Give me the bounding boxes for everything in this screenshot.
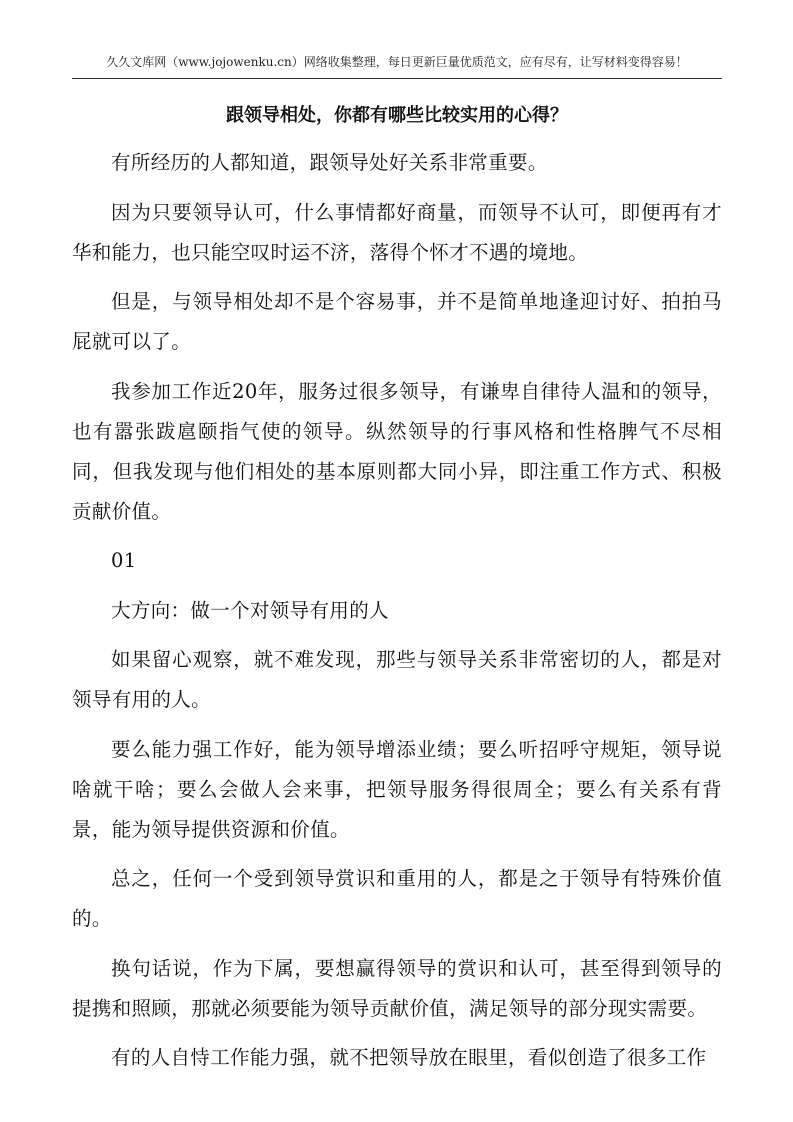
paragraph: 有的人自恃工作能力强，就不把领导放在眼里，看似创造了很多工作 xyxy=(111,1046,707,1069)
paragraph: 总之，任何一个受到领导赏识和重用的人，都是之于领导有特殊价值的。 xyxy=(72,867,722,930)
section-number: 01 xyxy=(111,549,137,572)
paragraph: 有所经历的人都知道，跟领导处好关系非常重要。 xyxy=(111,151,548,174)
paragraph: 如果留心观察，就不难发现，那些与领导关系非常密切的人，都是对领导有用的人。 xyxy=(72,648,722,711)
section-heading: 大方向：做一个对领导有用的人 xyxy=(111,598,389,622)
paragraph: 要么能力强工作好，能为领导增添业绩；要么听招呼守规矩，领导说啥就干啥；要么会做人会来事，把领导服务得很周全；要么有关系有背景，能为领导提供资源和价值。 xyxy=(72,737,722,841)
paragraph: 因为只要领导认可，什么事情都好商量，而领导不认可，即便再有才华和能力，也只能空叹时运不济，落得个怀才不遇的境地。 xyxy=(72,200,722,264)
paragraph: 但是，与领导相处却不是个容易事，并不是简单地逢迎讨好、拍拍马屁就可以了。 xyxy=(72,290,722,353)
document-body xyxy=(72,143,722,1088)
paragraph: 我参加工作近20年，服务过很多领导，有谦卑自律待人温和的领导，也有嚣张跋扈颐指气使的领导。纵然领导的行事风格和性格脾气不尽相同，但我发现与他们相处的基本原则都大同小异，即注重工作方式、积极贡献价值。 xyxy=(72,379,722,523)
page-header: 久久文库网（www.jojowenku.cn）网络收集整理，每日更新巨量优质范文，应有尽有，让写材料变得容易！ xyxy=(72,54,722,79)
document-title: 跟领导相处，你都有哪些比较实用的心得？ xyxy=(226,105,568,126)
paragraph: 换句话说，作为下属，要想赢得领导的赏识和认可，甚至得到领导的提携和照顾，那就必须要能为领导贡献价值，满足领导的部分现实需要。 xyxy=(72,956,722,1020)
